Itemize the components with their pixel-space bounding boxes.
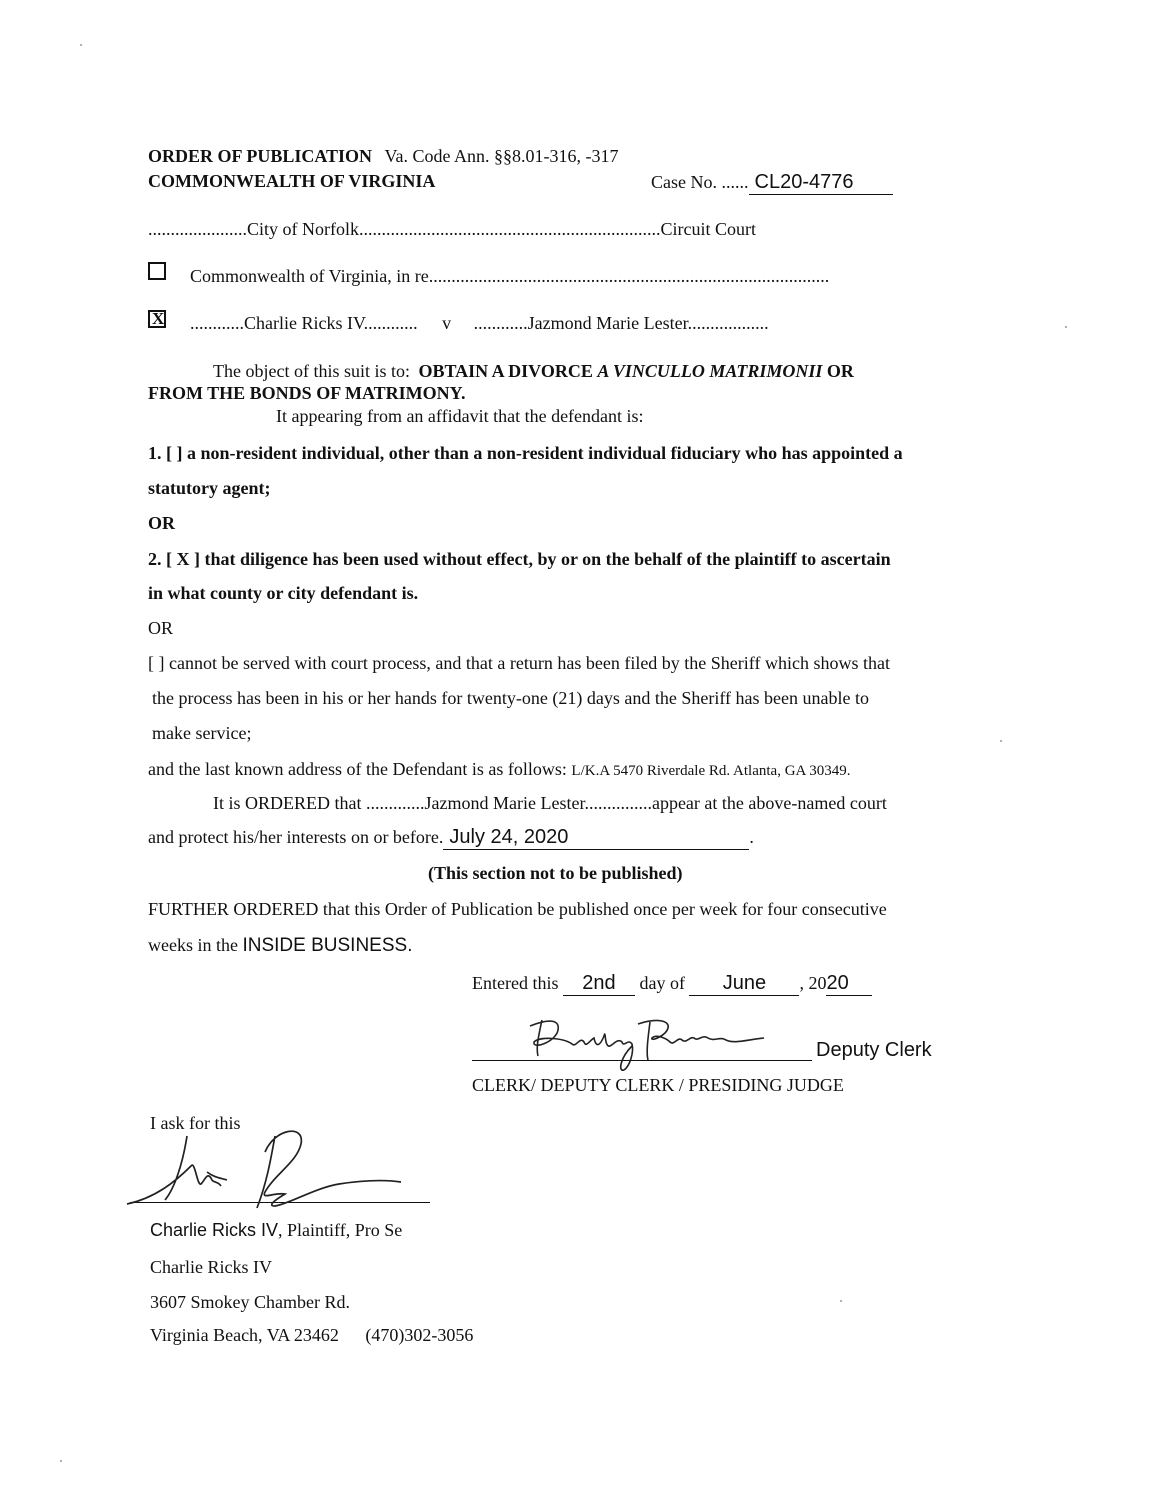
plaintiff-name: Charlie Ricks IV: [244, 313, 364, 333]
entered-month: June: [689, 972, 799, 996]
order-dots-a: .............: [366, 793, 425, 813]
request-label: I ask for this: [150, 1113, 241, 1133]
or-separator-1: OR: [148, 513, 175, 533]
court-type: Circuit Court: [660, 219, 756, 239]
entered-year-prefix: , 20: [799, 973, 827, 993]
court-line: [148, 219, 756, 240]
or-separator-2: OR: [148, 618, 174, 638]
entered-line: [472, 972, 872, 996]
condition-1-line2: statutory agent;: [148, 478, 271, 498]
plaintiff-phone: (470)302-3056: [365, 1325, 474, 1345]
defendant-address: L/K.A 5470 Riverdale Rd. Atlanta, GA 30349.: [571, 763, 851, 779]
order-appear: appear at the above-named court: [651, 793, 887, 813]
further-ordered-line2: [148, 935, 412, 957]
defendant-lead-dots: ............: [473, 313, 528, 333]
clerk-role-written: Deputy Clerk: [816, 1039, 932, 1061]
publication-name: INSIDE BUSINESS.: [242, 935, 413, 956]
plaintiff-city-line: [150, 1325, 473, 1346]
address-label: and the last known address of the Defendant is as follows:: [148, 759, 567, 779]
entered-year-suffix: 20: [826, 972, 872, 996]
parties-lead-dots: ............: [190, 313, 244, 333]
order-dots-b: ...............: [584, 793, 652, 813]
condition-2-line1: 2. [ X ] that diligence has been used without effect, by or on the behalf of the plaintiff to ascertain: [148, 549, 891, 569]
case-number-label: Case No. ......: [651, 172, 749, 192]
entered-day: 2nd: [563, 972, 635, 996]
defendant-name: Jazmond Marie Lester: [527, 313, 688, 333]
scan-speck: [840, 1300, 842, 1302]
court-dots: ...................................................................: [359, 219, 661, 239]
plaintiff-caption-role: , Plaintiff, Pro Se: [278, 1220, 403, 1240]
defendant-dots: ..................: [687, 313, 769, 333]
parties-line: [190, 313, 769, 334]
code-reference: Va. Code Ann. §§8.01-316, -317: [384, 146, 619, 166]
court-city: City of Norfolk: [247, 219, 359, 239]
plaintiff-dots: ............: [363, 313, 418, 333]
condition-3-line2: the process has been in his or her hands for twenty-one (21) days and the Sheriff has been unable to: [152, 688, 869, 708]
condition-1-line1: 1. [ ] a non-resident individual, other than a non-resident individual fiduciary who has appointed a: [148, 443, 903, 463]
commonwealth-option-dots: .........................................................................................: [428, 266, 830, 286]
order-intro: It is ORDERED that: [213, 793, 362, 813]
further-ordered-prefix: weeks in the: [148, 935, 238, 955]
protect-period: .: [749, 827, 754, 847]
plaintiff-name: Charlie Ricks IV: [150, 1257, 272, 1277]
object-purpose-or: OR: [826, 361, 854, 381]
entered-label: Entered this: [472, 973, 559, 993]
plaintiff-caption-name: Charlie Ricks IV: [150, 1220, 279, 1240]
plaintiff-signature-caption: [150, 1220, 402, 1241]
object-purpose-line2: FROM THE BONDS OF MATRIMONY.: [148, 383, 466, 403]
scan-speck: [80, 44, 82, 46]
protect-line: [148, 826, 754, 850]
not-published-notice: (This section not to be published): [428, 863, 683, 883]
affidavit-line: It appearing from an affidavit that the defendant is:: [276, 406, 644, 426]
scan-speck: [1065, 326, 1067, 328]
object-purpose: OBTAIN A DIVORCE: [418, 361, 593, 381]
order-line: [213, 793, 887, 814]
signature-caption: CLERK/ DEPUTY CLERK / PRESIDING JUDGE: [472, 1075, 844, 1095]
scan-speck: [60, 1460, 62, 1462]
document-title: ORDER OF PUBLICATION: [148, 146, 373, 166]
object-line: [213, 361, 854, 382]
plaintiff-street: 3607 Smokey Chamber Rd.: [150, 1292, 350, 1312]
object-intro: The object of this suit is to:: [213, 361, 410, 381]
plaintiff-city-state-zip: Virginia Beach, VA 23462: [150, 1325, 339, 1345]
further-ordered-line1: FURTHER ORDERED that this Order of Publication be published once per week for four consecutive: [148, 899, 887, 919]
scan-speck: [1000, 740, 1002, 742]
condition-3-line1: [ ] cannot be served with court process, and that a return has been filed by the Sheriff which shows that: [148, 653, 890, 673]
condition-3-line3: make service;: [152, 723, 252, 743]
document-title-line: [148, 146, 619, 167]
commonwealth-checkbox[interactable]: [148, 262, 166, 280]
parties-checkbox[interactable]: [148, 310, 166, 328]
clerk-signature: [520, 1008, 790, 1080]
entered-day-of: day of: [639, 973, 685, 993]
versus-label: v: [442, 313, 452, 333]
protect-text: and protect his/her interests on or before.: [148, 827, 444, 847]
commonwealth-option-label: Commonwealth of Virginia, in re: [190, 266, 429, 286]
check-mark-icon: X: [152, 309, 165, 328]
object-purpose-latin: A VINCULLO MATRIMONII: [597, 361, 823, 381]
case-number: CL20-4776: [749, 171, 893, 195]
address-line: [148, 759, 851, 780]
case-number-line: [651, 171, 893, 195]
court-leader-dots: ......................: [148, 219, 247, 239]
appearance-date: July 24, 2020: [443, 826, 749, 850]
condition-2-line2: in what county or city defendant is.: [148, 583, 419, 603]
commonwealth-heading: COMMONWEALTH OF VIRGINIA: [148, 171, 436, 191]
plaintiff-signature: [125, 1122, 405, 1218]
order-defendant: Jazmond Marie Lester: [424, 793, 585, 813]
commonwealth-option: [190, 266, 829, 287]
